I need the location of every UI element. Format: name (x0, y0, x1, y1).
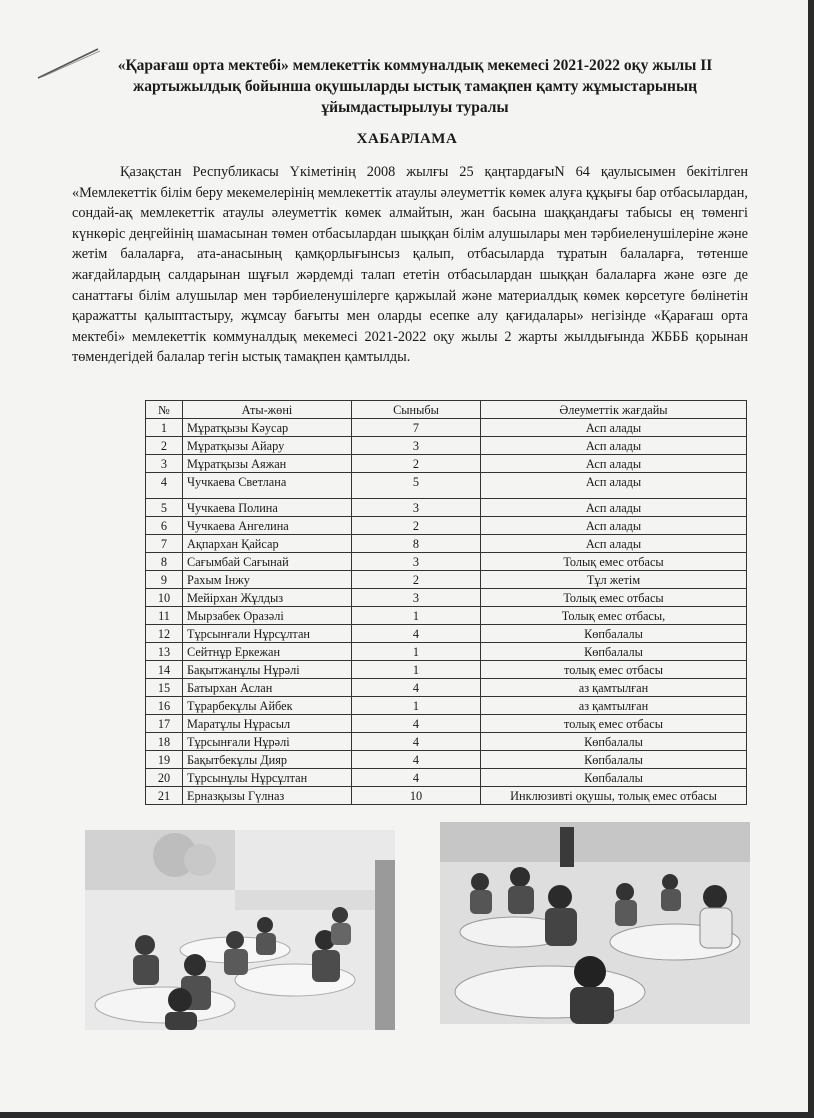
row-name: Рахым Інжу (183, 571, 352, 589)
row-number: 9 (146, 571, 183, 589)
row-name: Мұратқызы Аяжан (183, 455, 352, 473)
row-name: Чучкаева Полина (183, 499, 352, 517)
row-status: Асп алады (481, 517, 747, 535)
table-row (146, 419, 747, 437)
table-row (146, 751, 747, 769)
canteen-photo-right (440, 822, 750, 1024)
table-row (146, 517, 747, 535)
row-number: 5 (146, 499, 183, 517)
row-status: Толық емес отбасы (481, 589, 747, 607)
row-number: 11 (146, 607, 183, 625)
row-grade: 3 (352, 589, 481, 607)
table-row (146, 715, 747, 733)
row-status: Инклюзивті оқушы, толық емес отбасы (481, 787, 747, 805)
table-row (146, 625, 747, 643)
canteen-photo-left (85, 830, 395, 1030)
row-number: 12 (146, 625, 183, 643)
row-grade: 8 (352, 535, 481, 553)
row-name: Мейірхан Жұлдыз (183, 589, 352, 607)
row-name: Маратұлы Нұрасыл (183, 715, 352, 733)
row-name: Мұратқызы Кәусар (183, 419, 352, 437)
row-grade: 7 (352, 419, 481, 437)
row-grade: 1 (352, 661, 481, 679)
row-status: Көпбалалы (481, 643, 747, 661)
row-number: 10 (146, 589, 183, 607)
header-name: Аты-жөні (183, 401, 352, 419)
row-grade: 2 (352, 517, 481, 535)
table-row (146, 589, 747, 607)
row-number: 21 (146, 787, 183, 805)
row-name: Мырзабек Оразәлі (183, 607, 352, 625)
table-row (146, 437, 747, 455)
row-grade: 3 (352, 499, 481, 517)
row-number: 13 (146, 643, 183, 661)
row-status: аз қамтылған (481, 697, 747, 715)
row-grade: 4 (352, 625, 481, 643)
document-body: Қазақстан Республикасы Үкіметінің 2008 жылғы 25 қаңтардағыN 64 қаулысымен бекітілген «Мемлекеттік білім беру мекемелерінің мемлекеттік атаулы әлеуметтік көмек алуға құқығы бар отбасылардан, сондай-ақ мемлекеттік атаулы әлеуметтік көмек алмайтын, жан басына шаққандағы табысы ең төменгі күнкөріс деңгейінің шамасынан төмен отбасылардан шыққан білім алушылары мен тәрбиеленушілеріне және жетім балаларға, ата-анасының қамқорлығынсыз қалып, отбасыларда тұратын балаларға, төтенше жағдайлардың салдарынан шұғыл жәрдемді талап ететін отбасылардан шыққан балаларға және өзге де санаттағы білім алушылар мен тәрбиеленушілерге қаржылай және материалдық көмек көрсетуге бөлінетін қаражатты қалыптастыру, жұмсау бағыты мен оларды есепке алу қағидалары» негізінде «Қарағаш орта мектебі» мемлекеттік коммуналдық мекемесі 2021-2022 оқу жылы 2 жарты жылдығында ЖБББ қорынан төмендегідей балалар тегін ыстық тамақпен қамтылды. (72, 164, 748, 366)
row-grade: 2 (352, 455, 481, 473)
canteen-photo-left-image (85, 830, 395, 1030)
table-row (146, 553, 747, 571)
row-number: 20 (146, 769, 183, 787)
row-name: Ақпархан Қайсар (183, 535, 352, 553)
row-status: Асп алады (481, 455, 747, 473)
row-grade: 5 (352, 473, 481, 499)
header-grade: Сыныбы (352, 401, 481, 419)
scan-edge-right (808, 0, 814, 1118)
row-number: 17 (146, 715, 183, 733)
row-number: 8 (146, 553, 183, 571)
row-number: 18 (146, 733, 183, 751)
table-row (146, 535, 747, 553)
row-status: Толық емес отбасы, (481, 607, 747, 625)
row-number: 1 (146, 419, 183, 437)
row-grade: 3 (352, 437, 481, 455)
table-row (146, 455, 747, 473)
row-status: Тұл жетім (481, 571, 747, 589)
row-number: 19 (146, 751, 183, 769)
table-row (146, 733, 747, 751)
row-status: Көпбалалы (481, 769, 747, 787)
row-number: 4 (146, 473, 183, 499)
row-number: 15 (146, 679, 183, 697)
row-grade: 1 (352, 607, 481, 625)
row-name: Чучкаева Светлана (183, 473, 352, 499)
table-row (146, 499, 747, 517)
row-status: Асп алады (481, 437, 747, 455)
row-name: Бақытбекұлы Дияр (183, 751, 352, 769)
table-row (146, 679, 747, 697)
row-name: Тұрарбекұлы Айбек (183, 697, 352, 715)
table-row (146, 661, 747, 679)
row-name: Тұрсынғали Нұрсұлтан (183, 625, 352, 643)
canteen-photo-right-image (440, 822, 750, 1024)
table-row (146, 769, 747, 787)
table-row (146, 643, 747, 661)
row-status: толық емес отбасы (481, 661, 747, 679)
row-name: Чучкаева Ангелина (183, 517, 352, 535)
row-name: Батырхан Аслан (183, 679, 352, 697)
row-number: 14 (146, 661, 183, 679)
row-status: аз қамтылған (481, 679, 747, 697)
row-name: Сағымбай Сағынай (183, 553, 352, 571)
row-name: Ерназқызы Гүлназ (183, 787, 352, 805)
table-row (146, 697, 747, 715)
row-grade: 4 (352, 679, 481, 697)
document-title: «Қарағаш орта мектебі» мемлекеттік коммуналдық мекемесі 2021-2022 оқу жылы II жартыжылдық бойынша оқушыларды ыстық тамақпен қамту жұмыстарының ұйымдастырылуы туралы (117, 57, 713, 116)
row-name: Тұрсынғали Нұрәлі (183, 733, 352, 751)
row-grade: 1 (352, 643, 481, 661)
row-name: Тұрсынұлы Нұрсұлтан (183, 769, 352, 787)
row-number: 3 (146, 455, 183, 473)
row-number: 16 (146, 697, 183, 715)
row-number: 2 (146, 437, 183, 455)
row-grade: 2 (352, 571, 481, 589)
row-status: Көпбалалы (481, 733, 747, 751)
row-status: толық емес отбасы (481, 715, 747, 733)
row-status: Асп алады (481, 473, 747, 499)
table-header-row (146, 401, 747, 419)
row-status: Асп алады (481, 499, 747, 517)
row-status: Толық емес отбасы (481, 553, 747, 571)
header-status: Әлеуметтік жағдайы (481, 401, 747, 419)
row-name: Мұратқызы Айару (183, 437, 352, 455)
header-number: № (146, 401, 183, 419)
table-row (146, 571, 747, 589)
scan-edge-bottom (0, 1112, 814, 1118)
row-grade: 4 (352, 769, 481, 787)
row-status: Асп алады (481, 535, 747, 553)
row-grade: 10 (352, 787, 481, 805)
row-status: Көпбалалы (481, 751, 747, 769)
row-name: Сейтнұр Еркежан (183, 643, 352, 661)
row-status: Асп алады (481, 419, 747, 437)
table-row (146, 607, 747, 625)
row-grade: 3 (352, 553, 481, 571)
document-heading: ХАБАРЛАМА (356, 131, 458, 147)
row-status: Көпбалалы (481, 625, 747, 643)
row-grade: 4 (352, 733, 481, 751)
row-grade: 1 (352, 697, 481, 715)
row-grade: 4 (352, 751, 481, 769)
row-name: Бақытжанұлы Нұрәлі (183, 661, 352, 679)
row-number: 6 (146, 517, 183, 535)
table-row (146, 473, 747, 499)
row-grade: 4 (352, 715, 481, 733)
table-row (146, 787, 747, 805)
row-number: 7 (146, 535, 183, 553)
students-table (145, 400, 747, 805)
